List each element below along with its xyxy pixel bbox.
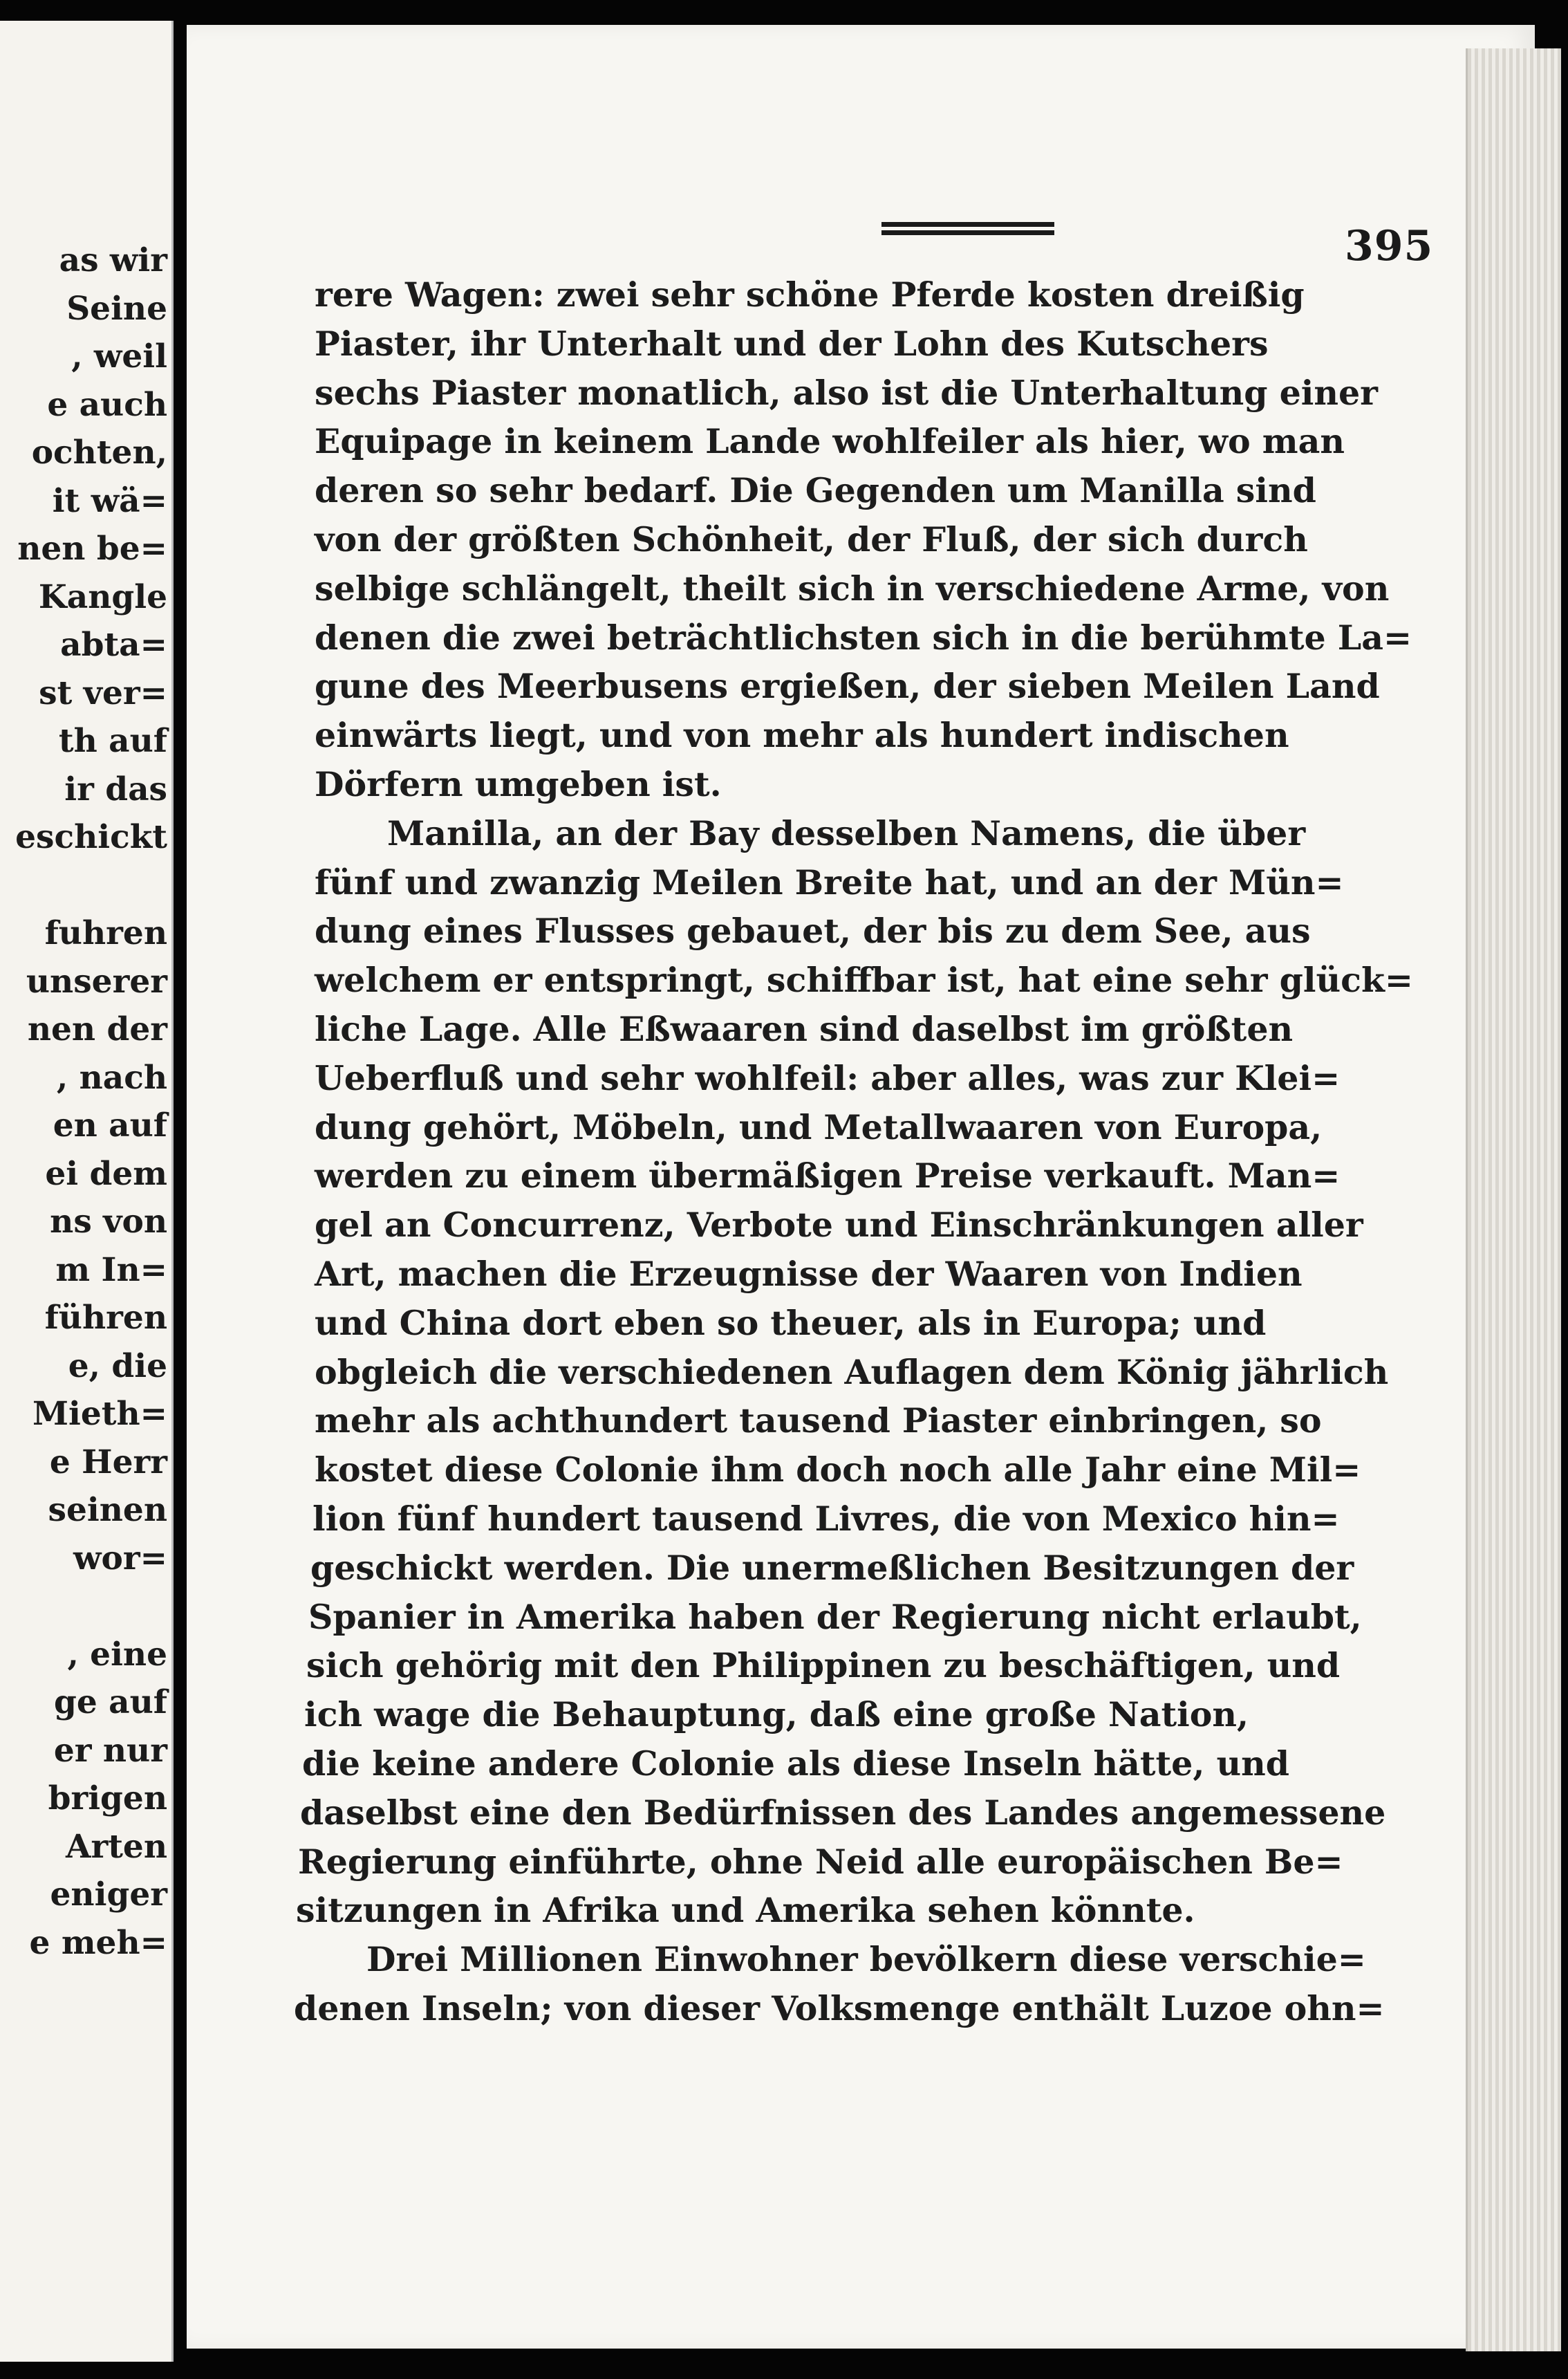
text-line: dung eines Flusses gebauet, der bis zu dem See, aus <box>315 911 1311 952</box>
text-line: Spanier in Amerika haben der Regierung nicht erlaubt, <box>308 1596 1362 1637</box>
page-edge-stack <box>1466 48 1561 2351</box>
text-line: die keine andere Colonie als diese Inseln hätte, und <box>302 1743 1289 1784</box>
text-line: kostet diese Colonie ihm doch noch alle Jahr eine Mil= <box>315 1450 1361 1490</box>
previous-page-line: Mieth= <box>32 1395 167 1433</box>
previous-page-line: Seine <box>66 289 167 328</box>
text-line: lion fünf hundert tausend Livres, die von Mexico hin= <box>312 1499 1340 1539</box>
previous-page-line: nen be= <box>17 530 167 568</box>
text-line: dung gehört, Möbeln, und Metallwaaren von Europa, <box>315 1107 1323 1147</box>
previous-page-line: it wä= <box>52 481 167 520</box>
page-number: 395 <box>1345 222 1434 270</box>
text-line: Piaster, ihr Unterhalt und der Lohn des Kutschers <box>315 323 1269 364</box>
text-line: selbige schlängelt, theilt sich in verschiedene Arme, von <box>315 568 1390 609</box>
text-line: liche Lage. Alle Eßwaaren sind daselbst im größten <box>315 1009 1294 1049</box>
previous-page-line: fuhren <box>44 914 167 952</box>
previous-page-line: en auf <box>53 1107 167 1145</box>
book-page <box>187 25 1535 2349</box>
previous-page-line: seinen <box>48 1491 167 1529</box>
text-line: sitzungen in Afrika und Amerika sehen könnte. <box>296 1890 1195 1931</box>
previous-page-line: th auf <box>58 722 167 760</box>
previous-page-line: unserer <box>26 962 167 1001</box>
previous-page-line: Arten <box>65 1827 167 1866</box>
text-line: Regierung einführte, ohne Neid alle europäischen Be= <box>298 1841 1343 1882</box>
text-line: welchem er entspringt, schiffbar ist, hat eine sehr glück= <box>315 960 1413 1001</box>
text-line: Drei Millionen Einwohner bevölkern diese verschie= <box>366 1939 1366 1980</box>
text-line: ich wage die Behauptung, daß eine große Nation, <box>304 1694 1249 1735</box>
text-line: und China dort eben so theuer, als in Europa; und <box>315 1302 1267 1343</box>
text-line: daselbst eine den Bedürfnissen des Landes angemessene <box>300 1792 1386 1833</box>
previous-page-fragment <box>0 21 174 2362</box>
previous-page-line: nen der <box>27 1010 167 1048</box>
previous-page-line: eschickt <box>15 818 167 856</box>
previous-page-line: st ver= <box>39 674 167 712</box>
text-line: deren so sehr bedarf. Die Gegenden um Manilla sind <box>315 470 1316 511</box>
text-line: Dörfern umgeben ist. <box>315 764 722 804</box>
text-line: gel an Concurrenz, Verbote und Einschränkungen aller <box>315 1205 1363 1246</box>
previous-page-line: m In= <box>55 1250 167 1289</box>
previous-page-line: ochten, <box>31 434 167 472</box>
previous-page-line: e Herr <box>49 1443 167 1481</box>
text-line: geschickt werden. Die unermeßlichen Besitzungen der <box>310 1547 1354 1588</box>
text-line: sechs Piaster monatlich, also ist die Unterhaltung einer <box>315 372 1378 413</box>
text-line: Manilla, an der Bay desselben Namens, die über <box>387 813 1306 853</box>
text-line: Equipage in keinem Lande wohlfeiler als hier, wo man <box>315 421 1345 462</box>
text-line: denen die zwei beträchtlichsten sich in die berühmte La= <box>315 617 1412 658</box>
previous-page-line: eniger <box>50 1876 167 1914</box>
previous-page-line: e, die <box>68 1346 167 1385</box>
previous-page-line: ir das <box>64 770 167 808</box>
text-line: sich gehörig mit den Philippinen zu beschäftigen, und <box>306 1645 1341 1686</box>
text-line: Ueberfluß und sehr wohlfeil: aber alles, was zur Klei= <box>315 1057 1341 1098</box>
previous-page-line: abta= <box>60 626 167 664</box>
previous-page-line: as wir <box>59 241 167 279</box>
previous-page-line: ei dem <box>45 1154 167 1193</box>
previous-page-line: , weil <box>71 337 167 376</box>
text-line: fünf und zwanzig Meilen Breite hat, und an der Mün= <box>315 862 1344 902</box>
text-line: werden zu einem übermäßigen Preise verkauft. Man= <box>315 1156 1341 1196</box>
text-line: rere Wagen: zwei sehr schöne Pferde kosten dreißig <box>315 275 1305 315</box>
header-ornament-rule <box>881 222 1054 240</box>
previous-page-line: , nach <box>56 1058 167 1097</box>
previous-page-line: , eine <box>67 1635 167 1674</box>
text-line: gune des Meerbusens ergießen, der sieben Meilen Land <box>315 666 1380 707</box>
previous-page-line: Kangle <box>38 577 167 616</box>
previous-page-line: er nur <box>53 1731 167 1770</box>
previous-page-line: ge auf <box>54 1683 167 1721</box>
text-line: von der größten Schönheit, der Fluß, der sich durch <box>315 519 1308 559</box>
previous-page-line: e auch <box>47 385 167 424</box>
text-line: obgleich die verschiedenen Auflagen dem König jährlich <box>315 1351 1389 1392</box>
text-line: Art, machen die Erzeugnisse der Waaren von Indien <box>315 1254 1303 1294</box>
previous-page-line: wor= <box>73 1539 167 1577</box>
previous-page-line: brigen <box>48 1779 167 1817</box>
previous-page-line: führen <box>44 1299 167 1337</box>
previous-page-line: ns von <box>50 1203 167 1241</box>
text-line: denen Inseln; von dieser Volksmenge enthält Luzoe ohn= <box>294 1988 1385 2028</box>
text-line: einwärts liegt, und von mehr als hundert indischen <box>315 715 1289 756</box>
previous-page-line: e meh= <box>29 1923 167 1962</box>
text-line: mehr als achthundert tausend Piaster einbringen, so <box>315 1400 1322 1441</box>
